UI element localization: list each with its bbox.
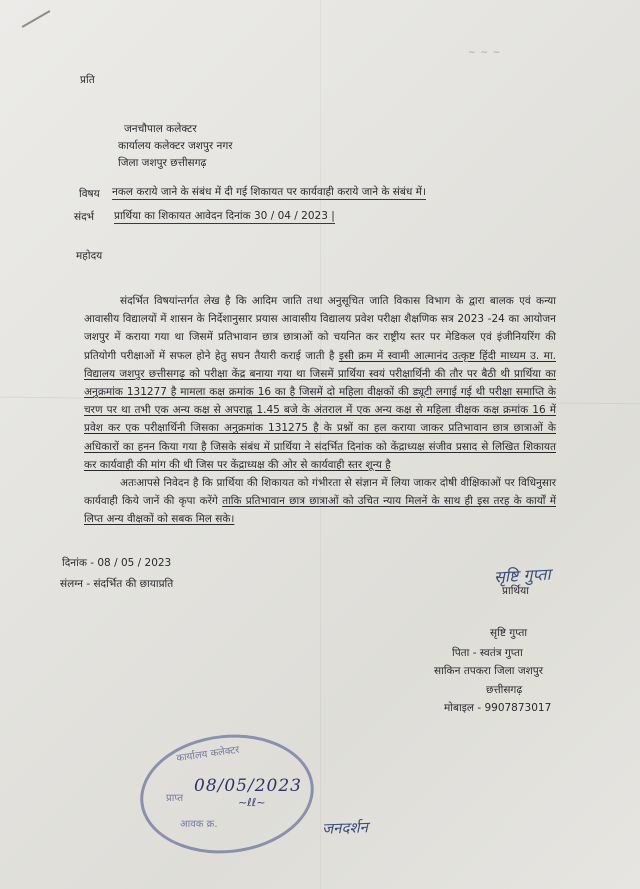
reference-label: संदर्भ (74, 211, 95, 223)
faint-scribble: ~ ~ ~ (468, 48, 502, 58)
sender-mobile: मोबाइल - 9907873017 (444, 702, 552, 714)
pencil-mark (22, 10, 51, 28)
stamp-row-3: आवक क्र. (180, 819, 218, 830)
recipient-line-1: जनचौपाल कलेक्टर (124, 123, 197, 135)
stamp-row-2: प्राप्त (166, 793, 184, 804)
body-paragraph-2: अतःआपसे निवेदन है कि प्रार्थिया की शिकायत को गंभीरता से संज्ञान में लिया जाकर दोषी वीक्षिकाओं पर विधिनुसार कार्यवाही किये जानें की कृपा करेंगे ताकि प्रतिभावान छात्र छात्राओं को उचित न्याय मिलनें के साथ ही इस तरह के कार्यों में लिप्त अन्य वीक्षकों को सबक मिल सके। (84, 477, 557, 526)
body-paragraph-1: संदर्भित विषयांन्तर्गत लेख है कि आदिम जाति तथा अनुसूचित जाति विकास विभाग के द्वारा बालक एवं कन्या आवासीय विद्यालयों में शासन के निर्देशानुसार प्रयास आवासीय विद्यालय प्रवेश परीक्षा शैक्षणिक सत्र 2023 -24 का आयोजन जशपुर में कराया गया था जिसमें प्रतिभावान छात्र छात्राओं को चयनित कर राष्ट्रीय स्तर पर मेडिकल एवं इंजीनियरिंग की प्रतियोगी परीक्षाओं में सफल होने हेतु सघन तैयारी कराई जाती है इसी क्रम में स्वामी आत्मानंद उत्कृष्ट हिंदी माध्यम उ. मा. विद्यालय जशपुर छत्तीसगढ़ को परीक्षा केंद्र बनाया गया था जिसमें प्रार्थिया स्वयं परीक्षार्थिनी की तौर पर बैठी थी प्रार्थिया का अनुक्रमांक 131277 है मामला कक्ष क्रमांक 16 का है जिसमें दो महिला वीक्षकों की ड्यूटी लगाई गई थी परीक्षा समाप्ति के चरण पर था तभी एक अन्य कक्ष से अपराह्न 1.45 बजे के अंतराल में एक अन्य कक्ष से महिला वीक्षक कक्ष क्रमांक 16 में प्रवेश कर एक परीक्षार्थिनी जिसका अनुक्रमांक 131275 है के प्रश्नों का हल कराया जाकर प्रतिभावान छात्र छात्राओं के अधिकारों का हनन किया गया है जिसके संबंध में प्रार्थिया ने संदर्भित दिनांक को केंद्राध्यक्ष संजीव प्रसाद से लिखित शिकायत कर कार्यवाही की मांग की थी जिस पर केंद्राध्यक्ष की ओर से कार्यवाही स्तर शून्य है (84, 295, 557, 471)
stamp-initials: ~ℓℓ~ (238, 796, 266, 809)
subject-label: विषय (79, 188, 100, 200)
handwritten-signature: सृष्टि गुप्ता (493, 564, 552, 587)
enclosure-note: संलग्न - संदर्भित की छायाप्रति (60, 578, 174, 590)
sender-father: पिता - स्वतंत्र गुप्ता (452, 647, 523, 659)
sender-address: साकिन तपकरा जिला जशपुर (434, 665, 544, 677)
reference-text: प्रार्थिया का शिकायत आवेदन दिनांक 30 / 04 / 2023 | (114, 210, 335, 222)
signature-label: प्रार्थिया (502, 585, 529, 597)
letter-body (84, 292, 556, 529)
subject-text: नकल कराये जाने के संबंध में दी गई शिकायत पर कार्यवाही कराये जाने के संबंध में। (112, 186, 426, 198)
stamp-top-text: कार्यालय कलेक्टर (175, 744, 241, 765)
sender-state: छत्तीसगढ़ (486, 684, 523, 696)
sender-name: सृष्टि गुप्ता (490, 627, 528, 639)
recipient-line-3: जिला जशपुर छत्तीसगढ़ (118, 157, 207, 169)
letter-date: दिनांक - 08 / 05 / 2023 (62, 557, 172, 569)
prati-label: प्रति (80, 74, 95, 86)
recipient-line-2: कार्यालय कलेक्टर जशपुर नगर (118, 140, 233, 152)
stamp-handwritten-date: 08/05/2023 (194, 776, 302, 796)
handwritten-janadarshan: जनदर्शन (321, 818, 369, 838)
salutation: महोदय (76, 250, 103, 262)
